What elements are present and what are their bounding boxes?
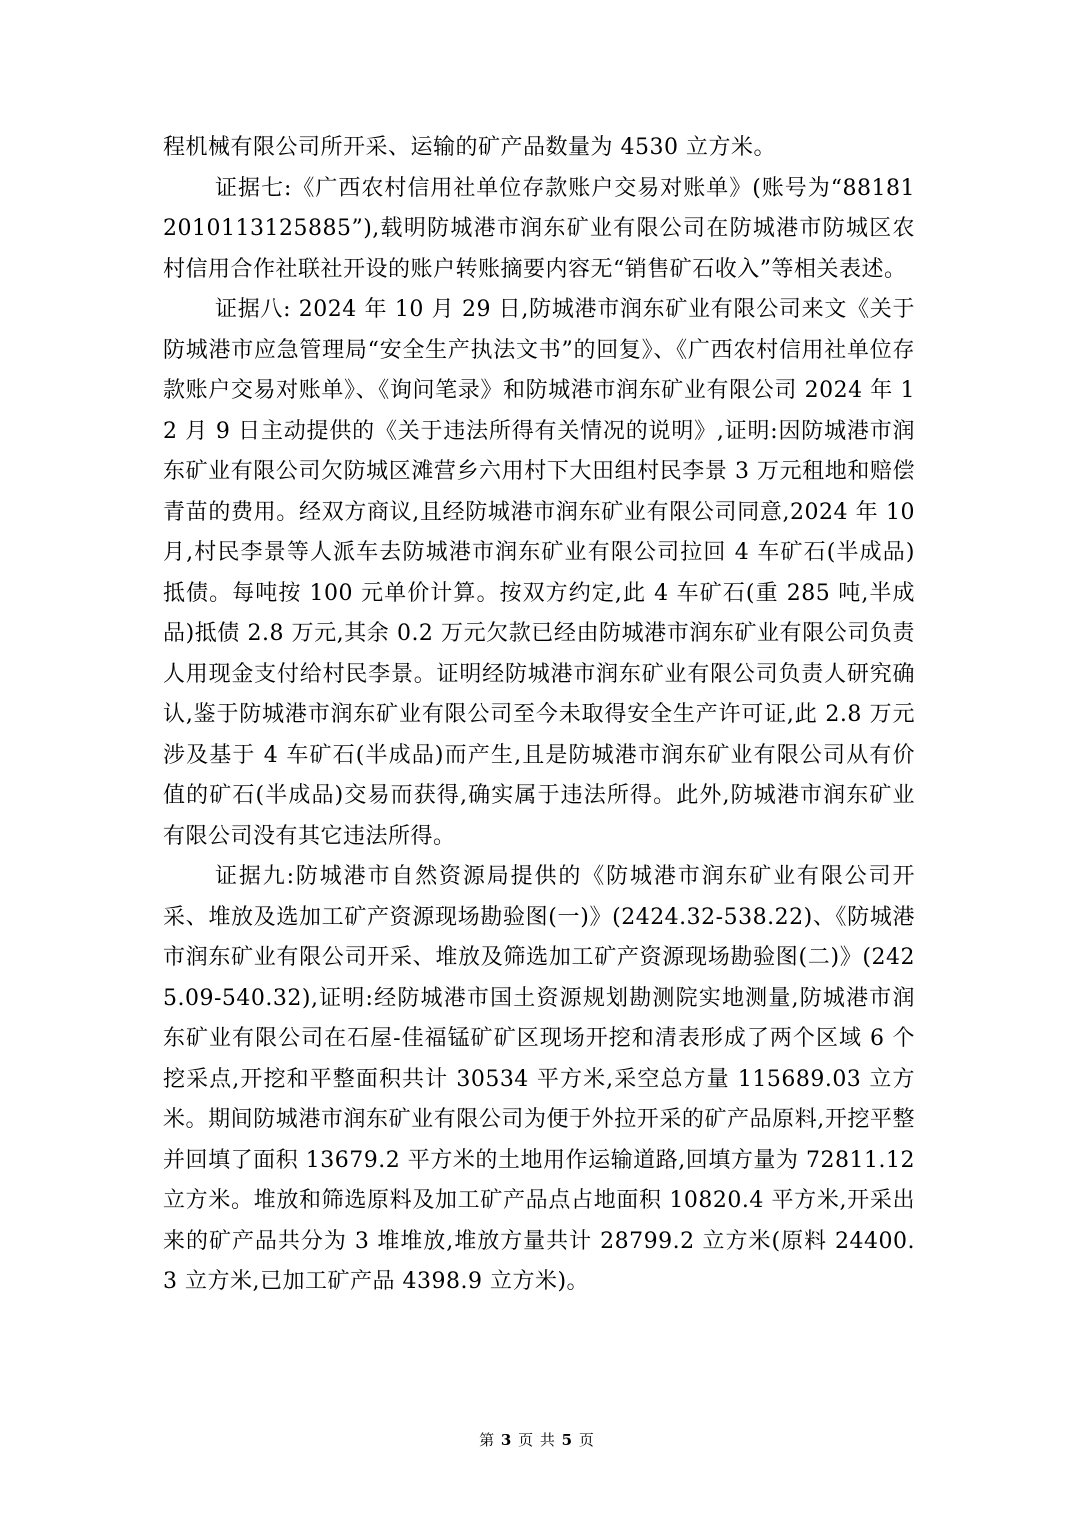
footer-middle: 页 共 [518, 1431, 556, 1449]
paragraph-evidence-9: 证据九:防城港市自然资源局提供的《防城港市润东矿业有限公司开采、堆放及选加工矿产资源现场勘验图(一)》(2424.32-538.22)、《防城港市润东矿业有限公司开采、堆放及筛选加工矿产资源现场勘验图(二)》(2425.09-540.32),证明:经防城港市国土资源规划勘测院实地测量,防城港市润东矿业有限公司在石屋-佳福锰矿矿区现场开挖和清表形成了两个区域 6 个挖采点,开挖和平整面积共计 30534 平方米,采空总方量 115689.03 立方米。期间防城港市润东矿业有限公司为便于外拉开采的矿产品原料,开挖平整并回填了面积 13679.2 平方米的土地用作运输道路,回填方量为 72811.12 立方米。堆放和筛选原料及加工矿产品点占地面积 10820.4 平方米,开采出来的矿产品共分为 3 堆堆放,堆放方量共计 28799.2 立方米(原料 24400.3 立方米,已加工矿产品 4398.9 立方米)。 [163, 864, 915, 1294]
page-footer [0, 1430, 1074, 1450]
paragraph-evidence-8: 证据八: 2024 年 10 月 29 日,防城港市润东矿业有限公司来文《关于防城港市应急管理局“安全生产执法文书”的回复》、《广西农村信用社单位存款账户交易对账单》、《询问笔录》和防城港市润东矿业有限公司 2024 年 12 月 9 日主动提供的《关于违法所得有关情况的说明》,证明:因防城港市润东矿业有限公司欠防城区滩营乡六用村下大田组村民李景 3 万元租地和赔偿青苗的费用。经双方商议,且经防城港市润东矿业有限公司同意,2024 年 10 月,村民李景等人派车去防城港市润东矿业有限公司拉回 4 车矿石(半成品)抵债。每吨按 100 元单价计算。按双方约定,此 4 车矿石(重 285 吨,半成品)抵债 2.8 万元,其余 0.2 万元欠款已经由防城港市润东矿业有限公司负责人用现金支付给村民李景。证明经防城港市润东矿业有限公司负责人研究确认,鉴于防城港市润东矿业有限公司至今未取得安全生产许可证,此 2.8 万元涉及基于 4 车矿石(半成品)而产生,且是防城港市润东矿业有限公司从有价值的矿石(半成品)交易而获得,确实属于违法所得。此外,防城港市润东矿业有限公司没有其它违法所得。 [163, 297, 915, 849]
footer-total-pages: 5 [561, 1431, 574, 1449]
footer-prefix: 第 [479, 1431, 496, 1449]
document-body [163, 128, 915, 1303]
paragraph-continuation: 程机械有限公司所开采、运输的矿产品数量为 4530 立方米。 [163, 135, 776, 160]
footer-current-page: 3 [500, 1431, 513, 1449]
paragraph-evidence-7: 证据七:《广西农村信用社单位存款账户交易对账单》(账号为“881812010113125885”),载明防城港市润东矿业有限公司在防城港市防城区农村信用合作社联社开设的账户转账摘要内容无“销售矿石收入”等相关表述。 [163, 175, 915, 282]
footer-suffix: 页 [578, 1431, 595, 1449]
